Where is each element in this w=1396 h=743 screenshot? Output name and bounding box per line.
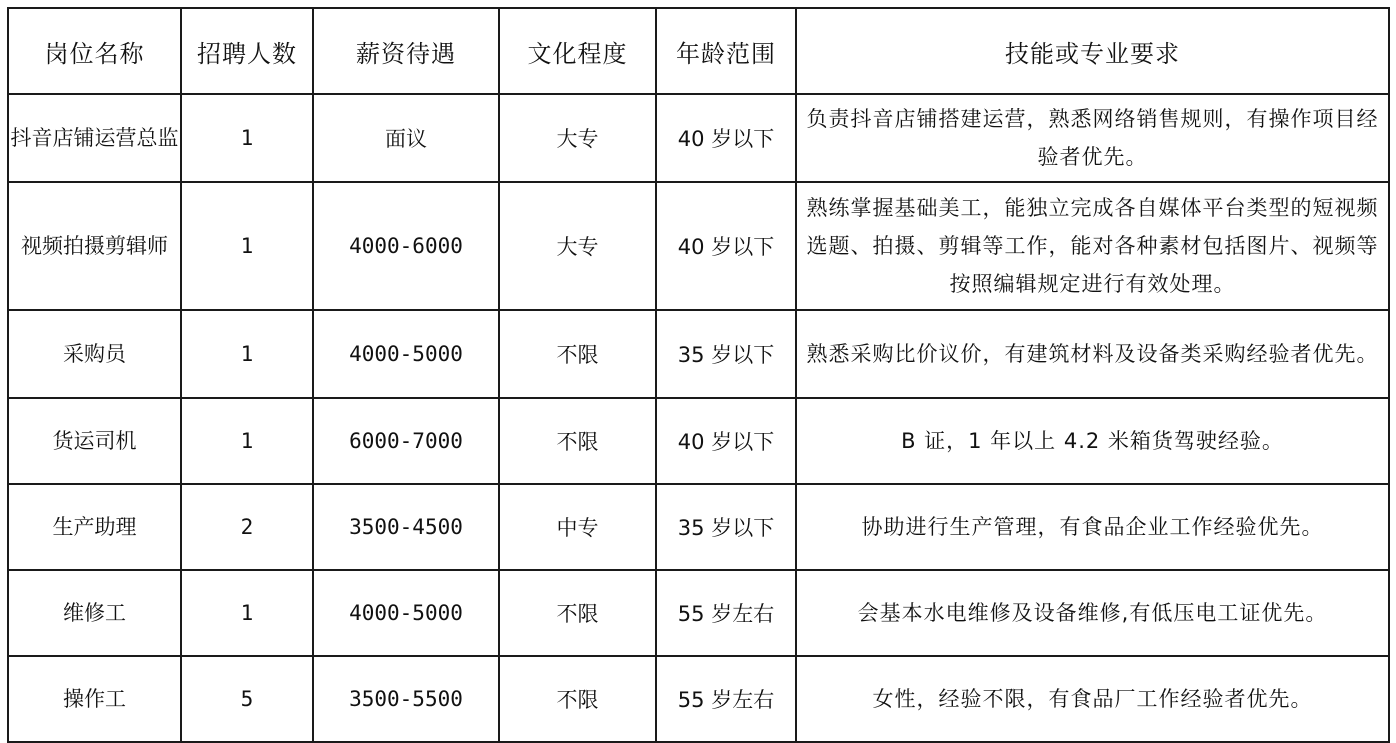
salary-cell: 3500-4500: [313, 484, 499, 570]
education-cell: 不限: [499, 656, 656, 742]
age-range-cell: 55 岁左右: [656, 570, 796, 656]
salary-cell: 6000-7000: [313, 398, 499, 484]
salary-cell: 4000-5000: [313, 570, 499, 656]
position-name-cell: 操作工: [8, 656, 181, 742]
headcount-cell: 1: [181, 570, 313, 656]
requirements-cell: 熟练掌握基础美工，能独立完成各自媒体平台类型的短视频选题、拍摄、剪辑等工作，能对各种素材包括图片、视频等按照编辑规定进行有效处理。: [796, 182, 1389, 310]
education-cell: 不限: [499, 310, 656, 398]
age-range-cell: 35 岁以下: [656, 484, 796, 570]
requirements-cell: 熟悉采购比价议价，有建筑材料及设备类采购经验者优先。: [796, 310, 1389, 398]
headcount-cell: 5: [181, 656, 313, 742]
age-range-cell: 40 岁以下: [656, 182, 796, 310]
table-row: [8, 656, 1389, 742]
table-row: [8, 484, 1389, 570]
header-headcount: 招聘人数: [181, 8, 313, 94]
requirements-cell: 负责抖音店铺搭建运营，熟悉网络销售规则，有操作项目经验者优先。: [796, 94, 1389, 182]
recruitment-table-container: [7, 7, 1388, 717]
position-name-cell: 采购员: [8, 310, 181, 398]
position-name-cell: 生产助理: [8, 484, 181, 570]
table-row: [8, 570, 1389, 656]
age-range-cell: 40 岁以下: [656, 94, 796, 182]
headcount-cell: 1: [181, 310, 313, 398]
age-range-cell: 55 岁左右: [656, 656, 796, 742]
header-position-name: 岗位名称: [8, 8, 181, 94]
education-cell: 不限: [499, 398, 656, 484]
age-range-cell: 40 岁以下: [656, 398, 796, 484]
requirements-cell: B 证，1 年以上 4.2 米箱货驾驶经验。: [796, 398, 1389, 484]
headcount-cell: 1: [181, 182, 313, 310]
salary-cell: 3500-5500: [313, 656, 499, 742]
salary-cell: 面议: [313, 94, 499, 182]
salary-cell: 4000-6000: [313, 182, 499, 310]
table-row: [8, 398, 1389, 484]
education-cell: 大专: [499, 94, 656, 182]
requirements-cell: 女性，经验不限，有食品厂工作经验者优先。: [796, 656, 1389, 742]
headcount-cell: 1: [181, 398, 313, 484]
headcount-cell: 2: [181, 484, 313, 570]
education-cell: 不限: [499, 570, 656, 656]
table-row: [8, 310, 1389, 398]
education-cell: 中专: [499, 484, 656, 570]
table-row: [8, 182, 1389, 310]
table-row: [8, 94, 1389, 182]
requirements-cell: 协助进行生产管理，有食品企业工作经验优先。: [796, 484, 1389, 570]
requirements-cell: 会基本水电维修及设备维修,有低压电工证优先。: [796, 570, 1389, 656]
position-name-cell: 维修工: [8, 570, 181, 656]
education-cell: 大专: [499, 182, 656, 310]
header-salary: 薪资待遇: [313, 8, 499, 94]
salary-cell: 4000-5000: [313, 310, 499, 398]
header-row: [8, 8, 1389, 94]
header-age-range: 年龄范围: [656, 8, 796, 94]
table-header: [8, 8, 1389, 94]
table-body: [8, 94, 1389, 742]
position-name-cell: 货运司机: [8, 398, 181, 484]
recruitment-table: [7, 7, 1390, 743]
header-requirements: 技能或专业要求: [796, 8, 1389, 94]
position-name-cell: 视频拍摄剪辑师: [8, 182, 181, 310]
header-education: 文化程度: [499, 8, 656, 94]
position-name-cell: 抖音店铺运营总监: [8, 94, 181, 182]
age-range-cell: 35 岁以下: [656, 310, 796, 398]
headcount-cell: 1: [181, 94, 313, 182]
